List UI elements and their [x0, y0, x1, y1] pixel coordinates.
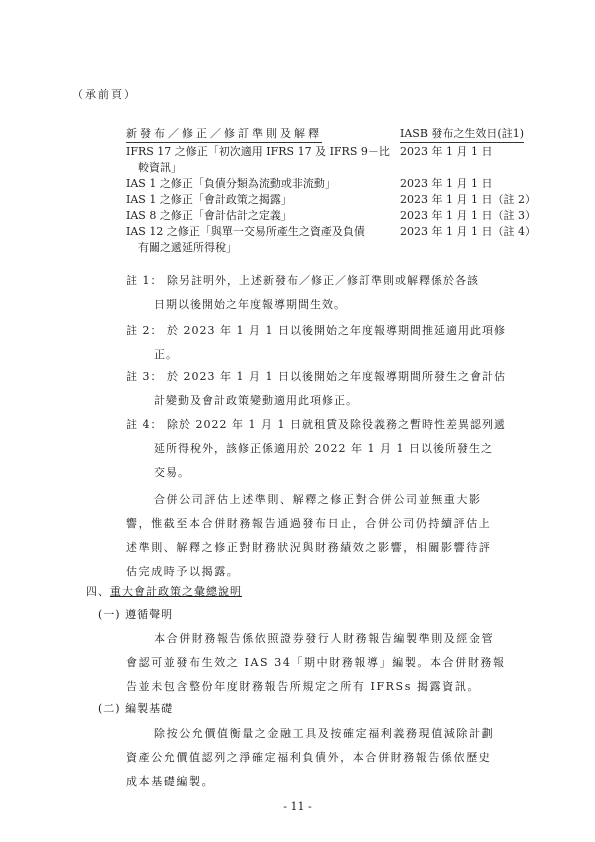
paragraph-line: 告並未包含整份年度財務報告所規定之所有 IFRSs 揭露資訊。: [126, 680, 481, 693]
table-cell-standard-cont: 有關之遞延所得稅」: [138, 241, 237, 254]
note-text: 延所得稅外，該修正係適用於 2022 年 1 月 1 日以後所發生之: [154, 442, 493, 455]
note-text: 計變動及會計政策變動適用此項修正。: [154, 394, 358, 407]
paragraph-line: 估完成時予以揭露。: [126, 565, 240, 578]
note-text: 註 4： 除於 2022 年 1 月 1 日就租賃及除役義務之暫時性差異認列遞: [126, 418, 506, 431]
note-text: 註 1： 除另註明外，上述新發布／修正／修訂準則或解釋係於各該: [126, 274, 479, 287]
paragraph-line: 成本基礎編製。: [126, 775, 215, 788]
paragraph-line: 會認可並發布生效之 IAS 34「期中財務報導」編製。本合併財務報: [126, 656, 506, 669]
table-cell-standard: IAS 8 之修正「會計估計之定義」: [126, 209, 292, 222]
table-header-standard: 新發布／修正／修訂準則及解釋: [126, 125, 322, 143]
continued-label: （承前頁）: [72, 88, 137, 101]
paragraph-line: 本合併財務報告係依照證券發行人財務報告編製準則及經金管: [154, 632, 495, 645]
note-text: 正。: [154, 348, 178, 361]
note-text: 註 2： 於 2023 年 1 月 1 日以後開始之年度報導期間推延適用此項修: [126, 324, 506, 337]
note-text: 日期以後開始之年度報導期間生效。: [154, 298, 346, 311]
table-cell-date: 2023 年 1 月 1 日: [400, 145, 493, 158]
paragraph-line: 資產公允價值認列之淨確定福利負債外，本合併財務報告係依歷史: [126, 751, 492, 764]
subsection-heading: (一) 遵循聲明: [98, 608, 174, 621]
section-title: 重大會計政策之彙總說明: [110, 585, 242, 598]
table-cell-date: 2023 年 1 月 1 日: [400, 177, 493, 190]
table-cell-standard: IAS 12 之修正「與單一交易所產生之資產及負債: [126, 225, 365, 238]
paragraph-line: 述準則、解釋之修正對財務狀況與財務績效之影響，相關影響待評: [126, 541, 492, 554]
table-header-effective-date: IASB 發布之生效日(註1): [400, 125, 524, 143]
table-cell-date: 2023 年 1 月 1 日（註 3）: [400, 209, 536, 222]
table-cell-date: 2023 年 1 月 1 日（註 4）: [400, 225, 536, 238]
table-cell-standard: IFRS 17 之修正「初次適用 IFRS 17 及 IFRS 9－比: [126, 145, 390, 158]
subsection-heading: (二) 編製基礎: [98, 702, 174, 715]
section-heading: [86, 583, 242, 599]
table-cell-date: 2023 年 1 月 1 日（註 2）: [400, 193, 536, 206]
section-number: 四、: [86, 585, 110, 598]
paragraph-line: 除按公允價值衡量之金融工具及按確定福利義務現值減除計劃: [154, 727, 495, 740]
page-number: - 11 -: [283, 800, 312, 813]
note-text: 交易。: [154, 466, 190, 479]
table-cell-standard: IAS 1 之修正「會計政策之揭露」: [126, 193, 292, 206]
table-cell-standard-cont: 較資訊」: [138, 161, 182, 174]
paragraph-line: 合併公司評估上述準則、解釋之修正對合併公司並無重大影: [154, 493, 482, 506]
paragraph-line: 響，惟截至本合併財務報告通過發布日止，合併公司仍持續評估上: [126, 517, 492, 530]
note-text: 註 3： 於 2023 年 1 月 1 日以後開始之年度報導期間所發生之會計估: [126, 370, 506, 383]
table-cell-standard: IAS 1 之修正「負債分類為流動或非流動」: [126, 177, 336, 190]
